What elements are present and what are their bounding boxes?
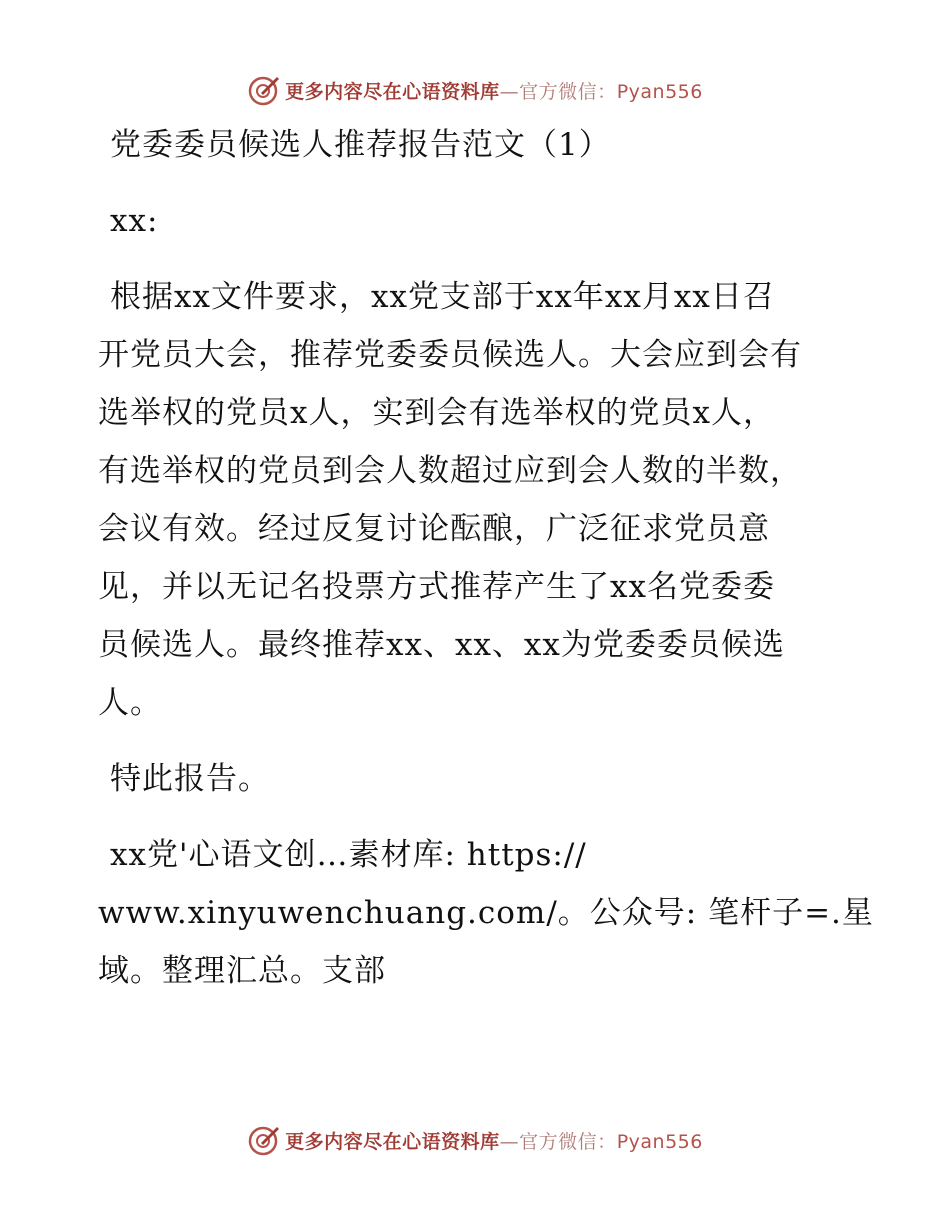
body-line: 见，并以无记名投票方式推荐产生了xx名党委委: [98, 569, 775, 605]
pen-logo-icon: [247, 1123, 281, 1157]
banner-wechat-id: Pyan556: [616, 1130, 703, 1153]
salutation: xx:: [110, 203, 159, 239]
footer-watermark: [0, 1120, 950, 1160]
body-line: 选举权的党员x人，实到会有选举权的党员x人，: [98, 395, 775, 431]
banner-site-name: 更多内容尽在心语资料库: [285, 1130, 500, 1153]
banner-wechat-label: —官方微信：: [499, 80, 617, 103]
document-title: 党委委员候选人推荐报告范文（1）: [110, 127, 611, 163]
body-paragraph: [98, 268, 858, 732]
body-line: 人。: [98, 685, 162, 721]
body-line: 员候选人。最终推荐xx、xx、xx为党委委员候选: [98, 627, 785, 663]
signature-line: www.xinyuwenchuang.com/。公众号: 笔杆子=.星: [98, 895, 874, 931]
body-line: 开党员大会，推荐党委委员候选人。大会应到会有: [98, 337, 802, 373]
signature-block: [98, 826, 874, 1000]
document-body: [98, 116, 874, 1000]
signature-line: 域。整理汇总。支部: [98, 953, 386, 989]
signature-line: xx党'心语文创…素材库: https://: [110, 837, 587, 873]
body-line: 会议有效。经过反复讨论酝酿，广泛征求党员意: [98, 511, 770, 547]
banner-wechat-label: —官方微信：: [499, 1130, 617, 1153]
pen-logo-icon: [247, 73, 281, 107]
body-line: 根据xx文件要求，xx党支部于xx年xx月xx日召: [110, 279, 775, 315]
body-line: 有选举权的党员到会人数超过应到会人数的半数，: [98, 453, 802, 489]
header-watermark: [0, 70, 950, 110]
banner-site-name: 更多内容尽在心语资料库: [285, 80, 500, 103]
banner-wechat-id: Pyan556: [616, 80, 703, 103]
closing-line: 特此报告。: [110, 761, 270, 797]
